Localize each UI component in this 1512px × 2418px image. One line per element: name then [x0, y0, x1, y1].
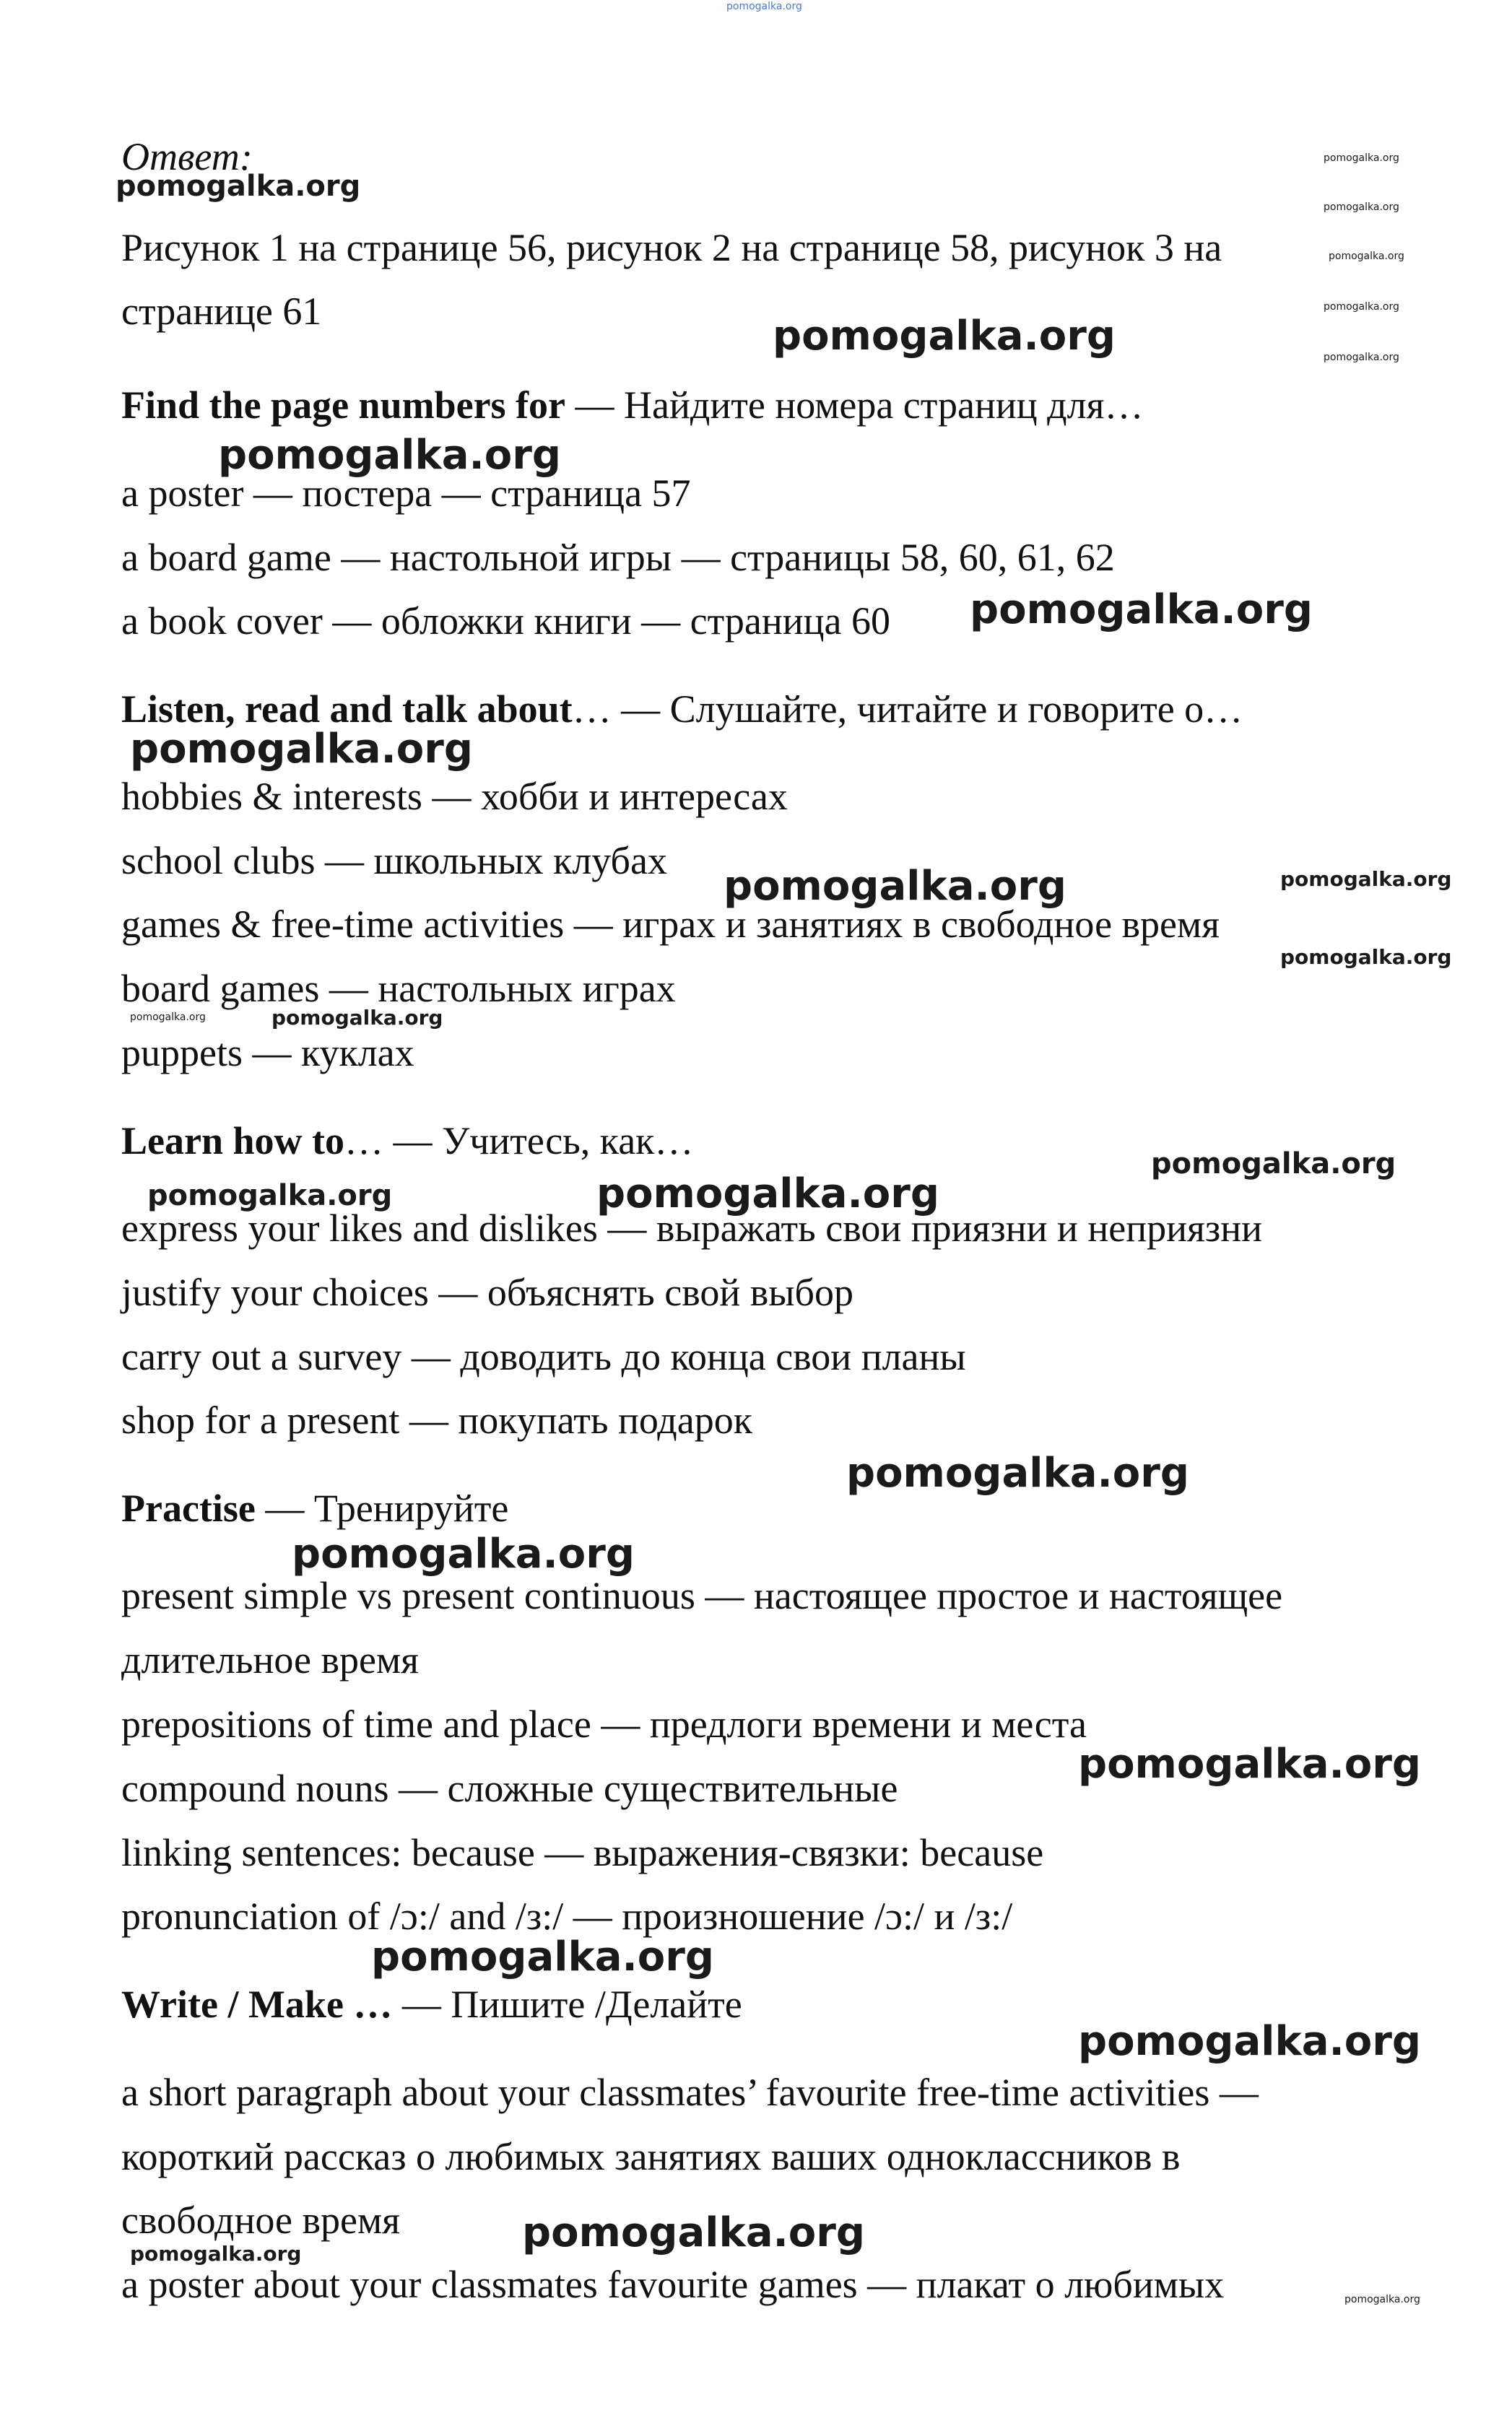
watermark: pomogalka.org [371, 1934, 714, 1980]
practise-item: compound nouns — сложные существительные [121, 1767, 898, 1810]
write-item: a poster about your classmates favourite games — плакат о любимых [121, 2263, 1225, 2306]
practise-translation: — Тренируйте [255, 1487, 509, 1530]
watermark: pomogalka.org [1329, 251, 1404, 262]
watermark: pomogalka.org [596, 1170, 939, 1217]
write-item: короткий рассказ о любимых занятиях ваших одноклассников в [121, 2135, 1181, 2178]
listen-item: school clubs — школьных клубах [121, 839, 667, 882]
intro-line-1: Рисунок 1 на странице 56, рисунок 2 на странице 58, рисунок 3 на [121, 226, 1222, 269]
write-translation: — Пишите /Делайте [392, 1983, 742, 2026]
watermark: pomogalka.org [147, 1179, 393, 1212]
answer-label: Ответ: [121, 135, 253, 178]
practise-heading-line [121, 1485, 508, 1531]
write-item: свободное время [121, 2199, 400, 2242]
write-heading-line [121, 1981, 742, 2027]
find-item: a poster — постера — страница 57 [121, 471, 691, 515]
listen-translation: … — Слушайте, читайте и говорите о… [572, 687, 1243, 731]
write-heading: Write / Make … [121, 1983, 393, 2026]
watermark: pomogalka.org [130, 2242, 302, 2266]
watermark: pomogalka.org [724, 863, 1066, 910]
learn-heading: Learn how to [121, 1119, 344, 1162]
watermark: pomogalka.org [1280, 945, 1452, 969]
find-item: a board game — настольной игры — страницы 58, 60, 61, 62 [121, 536, 1115, 579]
intro-line-2: странице 61 [121, 290, 322, 333]
watermark: pomogalka.org [271, 1006, 443, 1030]
listen-item: puppets — куклах [121, 1031, 414, 1074]
watermark: pomogalka.org [522, 2209, 865, 2256]
watermark: pomogalka.org [1324, 352, 1399, 363]
learn-item: express your likes and dislikes — выражать свои приязни и неприязни [121, 1206, 1263, 1250]
practise-item: pronunciation of /ɔ:/ and /з:/ — произношение /ɔ:/ и /з:/ [121, 1895, 1013, 1938]
find-translation: — Найдите номера страниц для… [565, 383, 1144, 427]
watermark: pomogalka.org [1151, 1147, 1396, 1180]
learn-item: justify your choices — объяснять свой выбор [121, 1271, 853, 1314]
watermark: pomogalka.org [218, 432, 561, 479]
listen-item: hobbies & interests — хобби и интересах [121, 775, 788, 818]
watermark: pomogalka.org [130, 726, 473, 773]
watermark: pomogalka.org [1344, 2294, 1420, 2305]
watermark: pomogalka.org [1324, 152, 1399, 164]
watermark-top: pomogalka.org [726, 1, 802, 12]
watermark: pomogalka.org [116, 170, 361, 203]
watermark: pomogalka.org [1280, 867, 1452, 891]
learn-heading-line [121, 1118, 693, 1164]
find-heading: Find the page numbers for [121, 383, 566, 427]
practise-item: present simple vs present continuous — настоящее простое и настоящее [121, 1574, 1283, 1617]
find-item: a book cover — обложки книги — страница 60 [121, 599, 890, 643]
learn-translation: … — Учитесь, как… [344, 1119, 694, 1162]
practise-item: linking sentences: because — выражения-связки: because [121, 1831, 1044, 1874]
watermark: pomogalka.org [1078, 2018, 1421, 2065]
listen-item: board games — настольных играх [121, 967, 676, 1010]
watermark: pomogalka.org [1078, 1741, 1421, 1788]
practise-item: prepositions of time and place — предлоги времени и места [121, 1702, 1087, 1746]
watermark: pomogalka.org [292, 1531, 635, 1578]
learn-item: carry out a survey — доводить до конца свои планы [121, 1335, 966, 1378]
listen-heading: Listen, read and talk about [121, 687, 573, 731]
write-item: a short paragraph about your classmates’ favourite free-time activities — [121, 2071, 1259, 2114]
watermark: pomogalka.org [1324, 301, 1399, 313]
listen-item: games & free-time activities — играх и занятиях в свободное время [121, 903, 1220, 946]
find-heading-line [121, 382, 1143, 428]
watermark: pomogalka.org [130, 1012, 206, 1023]
learn-item: shop for a present — покупать подарок [121, 1399, 752, 1442]
practise-item: длительное время [121, 1638, 419, 1682]
watermark: pomogalka.org [970, 586, 1313, 633]
watermark: pomogalka.org [846, 1450, 1189, 1497]
watermark: pomogalka.org [773, 313, 1116, 360]
practise-heading: Practise [121, 1487, 256, 1530]
watermark: pomogalka.org [1324, 201, 1399, 213]
